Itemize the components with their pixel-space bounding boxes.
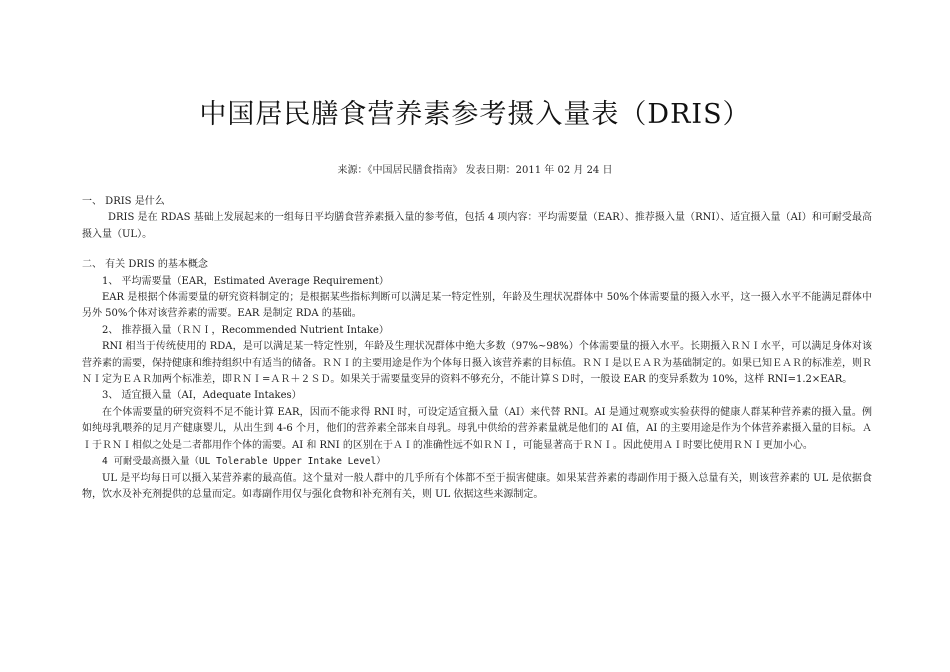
ai-heading: 3、 适宜摄入量（AI，Adequate Intakes） — [102, 390, 302, 402]
section-1-paragraph: DRIS 是在 RDAS 基础上发展起来的一组每日平均膳食营养素摄入量的参考值，包括 4 项内容：平均需要量（EAR）、推荐摄入量（RNI）、适宜摄入量（AI）和可耐受最高摄入量（UL）。 — [82, 212, 872, 240]
section-gap — [82, 243, 872, 257]
rni-heading: 2、 推荐摄入量（ＲＮＩ，Recommended Nutrient Intake） — [102, 324, 389, 336]
document-body — [82, 194, 872, 503]
ul-paragraph: UL 是平均每日可以摄入某营养素的最高值。这个量对一般人群中的几乎所有个体都不至于损害健康。如果某营养素的毒副作用于摄入总量有关，则该营养素的 UL 是依据食物，饮水及补充剂提供的总量而定。如毒副作用仅与强化食物和补充剂有关，则 UL 依据这些来源制定。 — [82, 472, 872, 500]
rni-paragraph: RNI 相当于传统使用的 RDA，是可以满足某一特定性别，年龄及生理状况群体中绝大多数（97%~98%）个体需要量的摄入水平。长期摄入ＲＮＩ水平，可以满足身体对该营养素的需要，保持健康和维持组织中有适当的储备。ＲＮＩ的主要用途是作为个体每日摄入该营养素的目标值。ＲＮＩ是以ＥＡＲ为基础制定的。如果已知ＥＡＲ的标准差，则ＲＮＩ定为ＥＡＲ加两个标准差，即ＲＮＩ=ＡＲ＋２ＳＤ。如果关于需要量变异的资料不够充分，不能计算ＳＤ时，一般设 EAR 的变异系数为 10%，这样 RNI=1.2×EAR。 — [82, 341, 872, 386]
section-2-heading: 二、 有关 DRIS 的基本概念 — [82, 259, 208, 271]
section-1-heading: 一、 DRIS 是什么 — [82, 196, 165, 207]
ul-heading: 4 可耐受最高摄入量（UL Tolerable Upper Intake Level） — [102, 456, 386, 468]
page-title: 中国居民膳食营养素参考摄入量表（DRIS） — [199, 99, 751, 130]
ear-paragraph: EAR 是根据个体需要量的研究资料制定的；是根据某些指标判断可以满足某一特定性别，年龄及生理状况群体中 50%个体需要量的摄入水平，这一摄入水平不能满足群体中另外 50%个体对该营养素的需要。EAR 是制定 RDA 的基础。 — [82, 292, 872, 320]
ear-heading: 1、 平均需要量（EAR，Estimated Average Requirement） — [102, 275, 389, 287]
ai-paragraph: 在个体需要量的研究资料不足不能计算 EAR，因而不能求得 RNI 时，可设定适宜摄入量（AI）来代替 RNI。AI 是通过观察或实验获得的健康人群某种营养素的摄入量。例如纯母乳喂养的足月产健康婴儿，从出生到 4-6 个月，他们的营养素全部来自母乳。母乳中供给的营养素量就是他们的 AI 值，AI 的主要用途是作为个体营养素摄入量的目标。ＡＩ于ＲＮＩ相似之处是二者都用作个体的需要。AI 和 RNI 的区别在于ＡＩ的准确性远不如ＲＮＩ，可能显著高于ＲＮＩ。因此使用ＡＩ时要比使用ＲＮＩ更加小心。 — [82, 406, 872, 451]
source-line: 来源：《中国居民膳食指南》 发表日期：2011 年 02 月 24 日 — [337, 165, 613, 176]
